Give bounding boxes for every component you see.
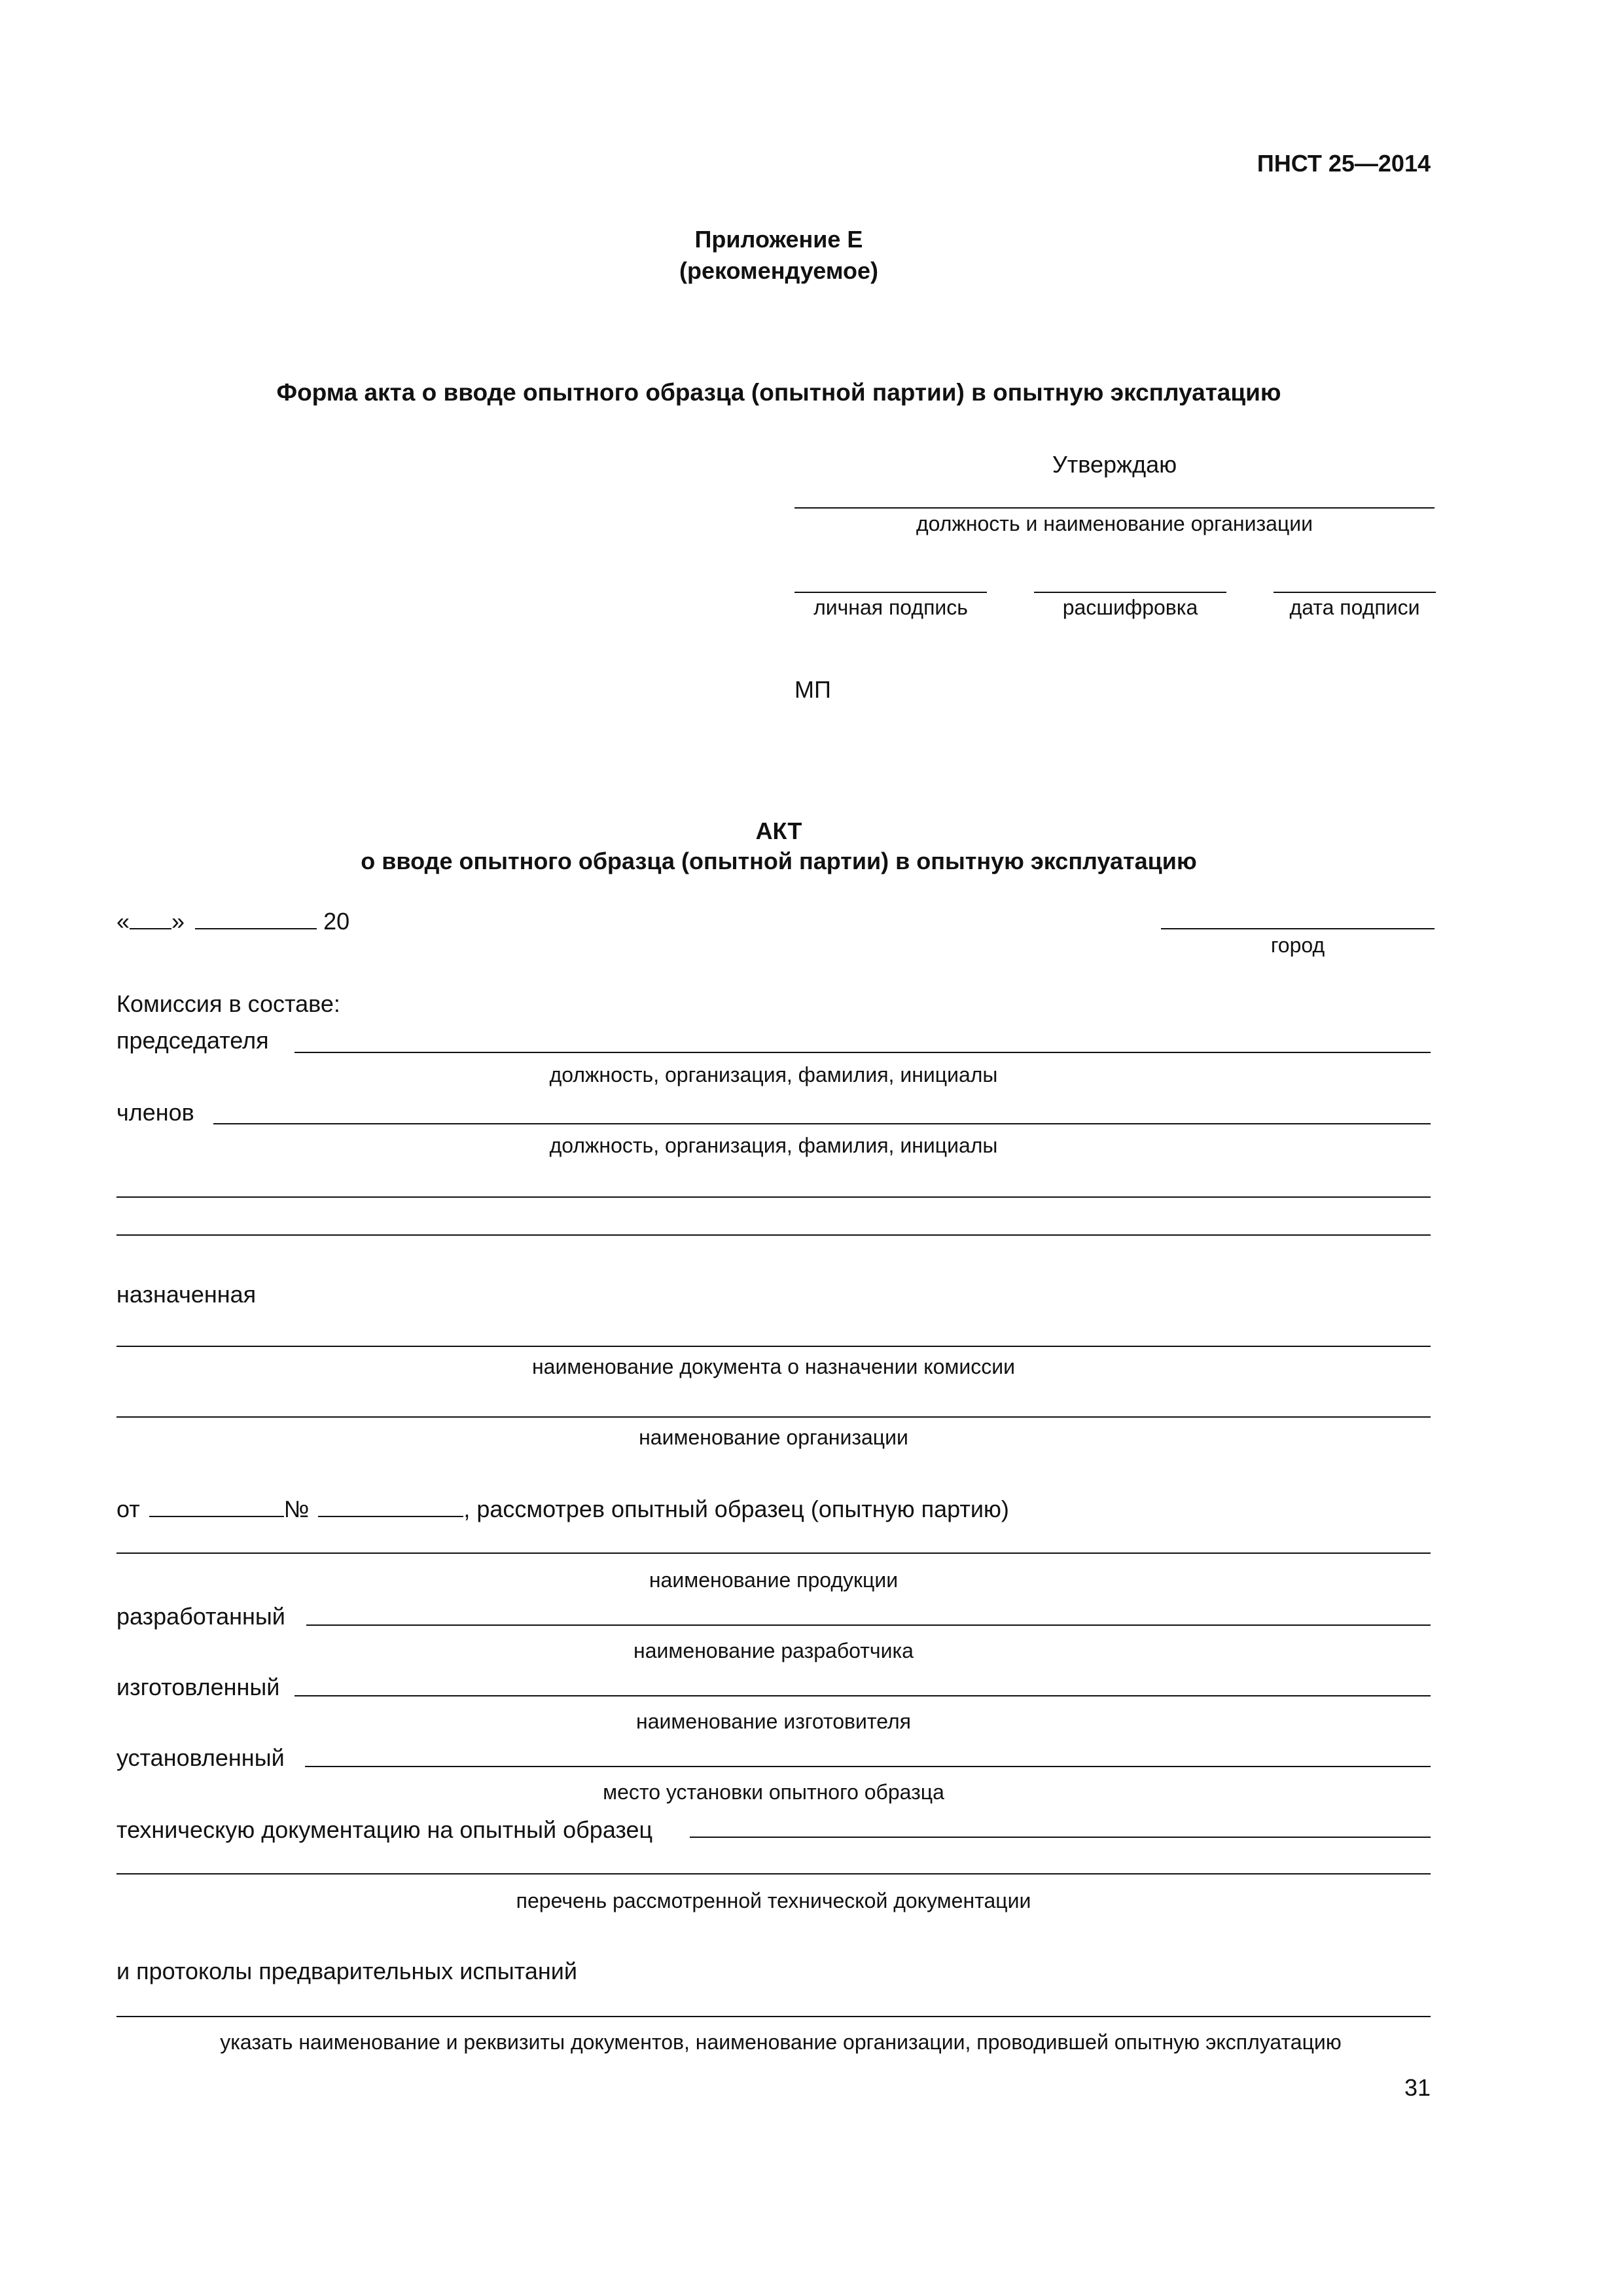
form-title: Форма акта о вводе опытного образца (опытной партии) в опытную эксплуатацию [276,379,1281,406]
commission-intro: Комиссия в составе: [116,990,340,1017]
appointed-org-line[interactable] [116,1416,1431,1418]
day-field[interactable] [130,907,171,929]
protocols-line[interactable] [116,2016,1431,2017]
tech-doc-line[interactable] [690,1837,1431,1838]
from-label: от [116,1496,140,1522]
document-code: ПНСТ 25—2014 [1257,150,1431,177]
act-title: АКТ [755,817,802,844]
installed-line[interactable] [305,1766,1431,1767]
tech-doc-label: техническую документацию на опытный образец [116,1816,653,1843]
manufacturer-line[interactable] [294,1695,1431,1696]
product-caption: наименование продукции [649,1568,899,1592]
chairman-line[interactable] [294,1052,1431,1053]
date-open-quote: « [116,908,130,935]
signature-caption: личная подпись [813,596,968,619]
appendix-kind: (рекомендуемое) [679,257,878,284]
page-number: 31 [1404,2074,1431,2101]
members-line[interactable] [213,1123,1431,1124]
chairman-label: председателя [116,1027,269,1054]
appointed-org-caption: наименование организации [639,1426,908,1449]
from-date-field[interactable] [149,1495,284,1517]
tech-doc-line-2[interactable] [116,1873,1431,1874]
decoding-caption: расшифровка [1062,596,1198,619]
members-line-2[interactable] [116,1196,1431,1198]
tech-doc-caption: перечень рассмотренной технической документации [516,1889,1031,1912]
position-caption: должность и наименование организации [916,512,1313,535]
members-label: членов [116,1099,194,1126]
date-close-quote: » [171,908,185,935]
appointed-doc-line[interactable] [116,1346,1431,1347]
signature-line[interactable] [794,592,987,593]
installed-label: установленный [116,1744,285,1771]
protocols-caption: указать наименование и реквизиты документов, наименование организации, проводившей опытную эксплуатацию [220,2030,1342,2054]
year-prefix: 20 [323,908,350,935]
manufactured-label: изготовленный [116,1674,280,1700]
members-caption: должность, организация, фамилия, инициалы [549,1134,998,1157]
date-caption: дата подписи [1289,596,1420,619]
product-line[interactable] [116,1552,1431,1554]
members-line-3[interactable] [116,1234,1431,1236]
number-sign: № [283,1496,310,1522]
manufacturer-caption: наименование изготовителя [636,1710,911,1733]
developer-line[interactable] [306,1624,1431,1626]
month-field[interactable] [195,907,317,929]
chairman-caption: должность, организация, фамилия, инициалы [549,1063,998,1086]
developer-caption: наименование разработчика [633,1639,914,1662]
act-date [116,907,349,936]
act-subtitle: о вводе опытного образца (опытной партии) в опытную эксплуатацию [361,848,1197,874]
date-line[interactable] [1274,592,1436,593]
protocols-label: и протоколы предварительных испытаний [116,1958,577,1984]
city-line[interactable] [1161,928,1435,929]
city-caption: город [1270,933,1325,957]
approve-label: Утверждаю [1052,451,1177,478]
decoding-line[interactable] [1034,592,1226,593]
review-line [116,1495,1009,1524]
appointed-label: назначенная [116,1281,257,1308]
number-field[interactable] [318,1495,463,1517]
position-line[interactable] [794,507,1435,509]
stamp-label: МП [794,676,831,703]
considered-text: , рассмотрев опытный образец (опытную партию) [463,1496,1009,1522]
appendix-title: Приложение Е [694,226,863,253]
appointed-doc-caption: наименование документа о назначении комиссии [532,1355,1015,1378]
developed-label: разработанный [116,1603,285,1630]
installed-caption: место установки опытного образца [603,1780,944,1804]
